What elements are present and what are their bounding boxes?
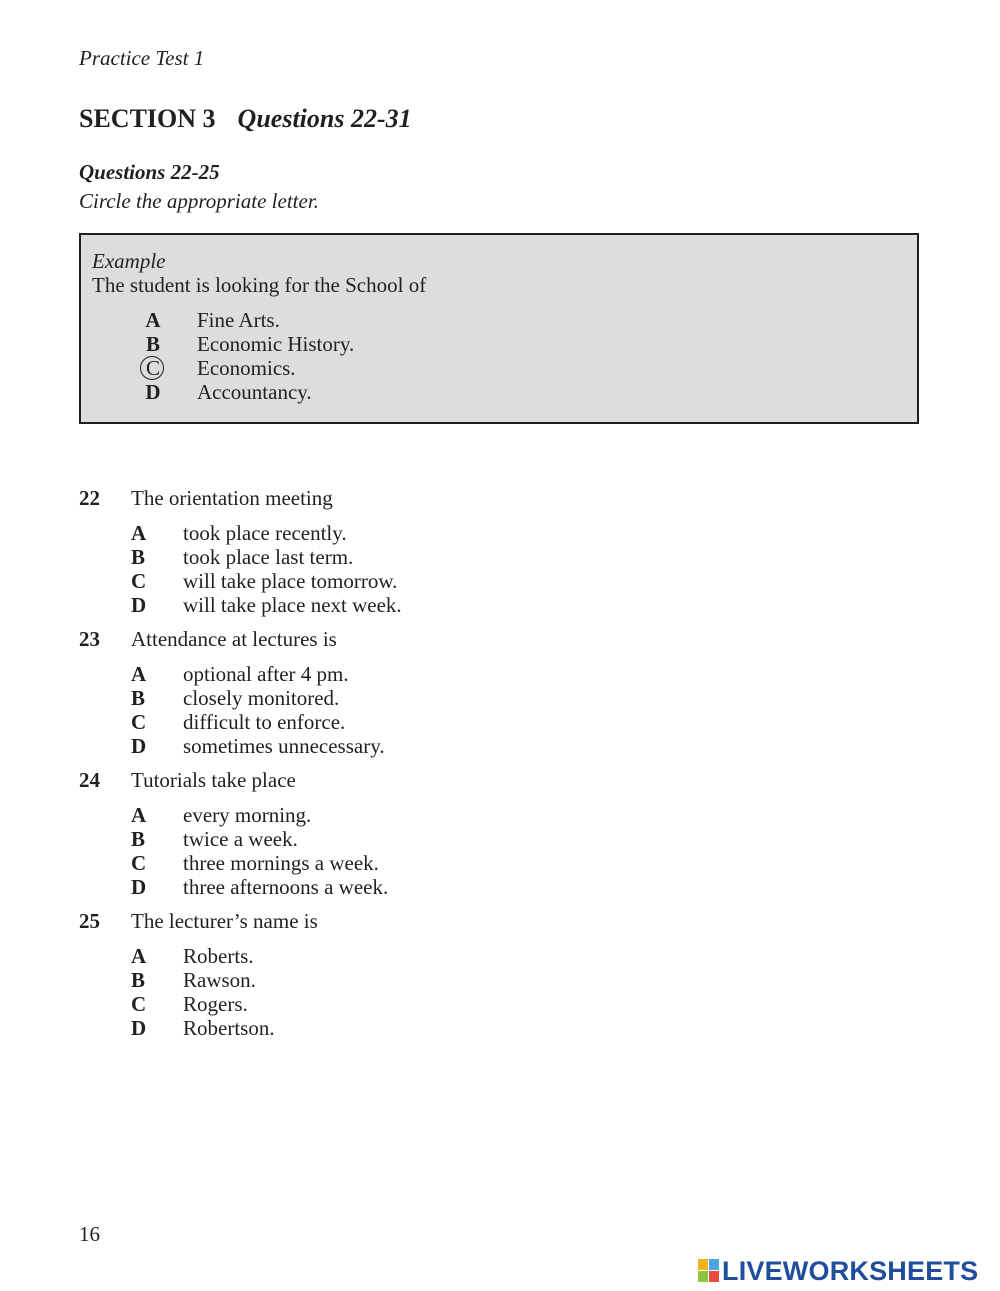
section-label: SECTION 3: [79, 104, 216, 133]
option-text: Economic History.: [197, 332, 355, 356]
option-b[interactable]: [131, 827, 631, 851]
option-letter: C: [131, 851, 147, 875]
option-letter: A: [131, 521, 147, 545]
question-number: 22: [79, 486, 100, 510]
liveworksheets-logo-icon: [698, 1259, 720, 1283]
option-letter: C: [131, 992, 147, 1016]
example-box: [79, 233, 919, 424]
option-text: Robertson.: [183, 1016, 275, 1040]
option-text: will take place next week.: [183, 593, 402, 617]
question-stem: The lecturer’s name is: [131, 909, 318, 933]
option-letter: A: [131, 803, 147, 827]
option-d[interactable]: [131, 734, 631, 758]
instruction-text: Circle the appropriate letter.: [79, 189, 319, 213]
option-letter: C: [131, 710, 147, 734]
option-letter: D: [145, 380, 161, 404]
page-number: 16: [79, 1222, 100, 1246]
option-c[interactable]: [131, 569, 631, 593]
option-text: three mornings a week.: [183, 851, 379, 875]
option-letter: D: [131, 875, 147, 899]
option-text: optional after 4 pm.: [183, 662, 349, 686]
option-letter: C: [131, 569, 147, 593]
option-letter: B: [145, 332, 160, 356]
running-head: Practice Test 1: [79, 46, 205, 70]
example-option-d: [141, 380, 541, 404]
section-title: [79, 104, 412, 134]
example-label: Example: [92, 249, 166, 273]
option-letter: B: [131, 545, 146, 569]
option-text: Rawson.: [183, 968, 256, 992]
option-text: difficult to enforce.: [183, 710, 346, 734]
brand-name: LIVEWORKSHEETS: [722, 1256, 979, 1286]
option-text: sometimes unnecessary.: [183, 734, 385, 758]
option-text: three afternoons a week.: [183, 875, 389, 899]
option-letter: B: [131, 686, 146, 710]
question-number: 25: [79, 909, 100, 933]
question-stem: Tutorials take place: [131, 768, 296, 792]
question-stem: The orientation meeting: [131, 486, 333, 510]
option-a[interactable]: [131, 662, 631, 686]
option-d[interactable]: [131, 1016, 631, 1040]
option-letter: D: [131, 1016, 147, 1040]
example-option-c: [141, 356, 541, 380]
subsection-heading: Questions 22-25: [79, 160, 220, 184]
option-letter: D: [131, 593, 147, 617]
option-b[interactable]: [131, 545, 631, 569]
option-d[interactable]: [131, 875, 631, 899]
option-text: Economics.: [197, 356, 296, 380]
option-text: Rogers.: [183, 992, 248, 1016]
question-stem: Attendance at lectures is: [131, 627, 337, 651]
example-option-a: [141, 308, 541, 332]
option-d[interactable]: [131, 593, 631, 617]
option-letter: B: [131, 968, 146, 992]
question-number: 24: [79, 768, 100, 792]
option-text: will take place tomorrow.: [183, 569, 398, 593]
option-a[interactable]: [131, 944, 631, 968]
option-text: took place recently.: [183, 521, 347, 545]
option-text: Accountancy.: [197, 380, 312, 404]
option-c[interactable]: [131, 992, 631, 1016]
option-b[interactable]: [131, 968, 631, 992]
option-letter: A: [131, 662, 147, 686]
option-letter: A: [145, 308, 161, 332]
question-number: 23: [79, 627, 100, 651]
option-c[interactable]: [131, 710, 631, 734]
questions-range: Questions 22-31: [237, 104, 412, 133]
option-letter: D: [131, 734, 147, 758]
option-a[interactable]: [131, 521, 631, 545]
option-text: closely monitored.: [183, 686, 340, 710]
liveworksheets-logo[interactable]: [698, 1256, 994, 1286]
example-stem: The student is looking for the School of: [92, 273, 427, 297]
option-text: Roberts.: [183, 944, 254, 968]
option-text: took place last term.: [183, 545, 354, 569]
option-text: twice a week.: [183, 827, 298, 851]
option-a[interactable]: [131, 803, 631, 827]
option-letter: A: [131, 944, 147, 968]
option-text: every morning.: [183, 803, 312, 827]
option-letter: C: [145, 356, 160, 380]
option-text: Fine Arts.: [197, 308, 280, 332]
example-option-b: [141, 332, 541, 356]
option-letter: B: [131, 827, 146, 851]
option-c[interactable]: [131, 851, 631, 875]
option-b[interactable]: [131, 686, 631, 710]
